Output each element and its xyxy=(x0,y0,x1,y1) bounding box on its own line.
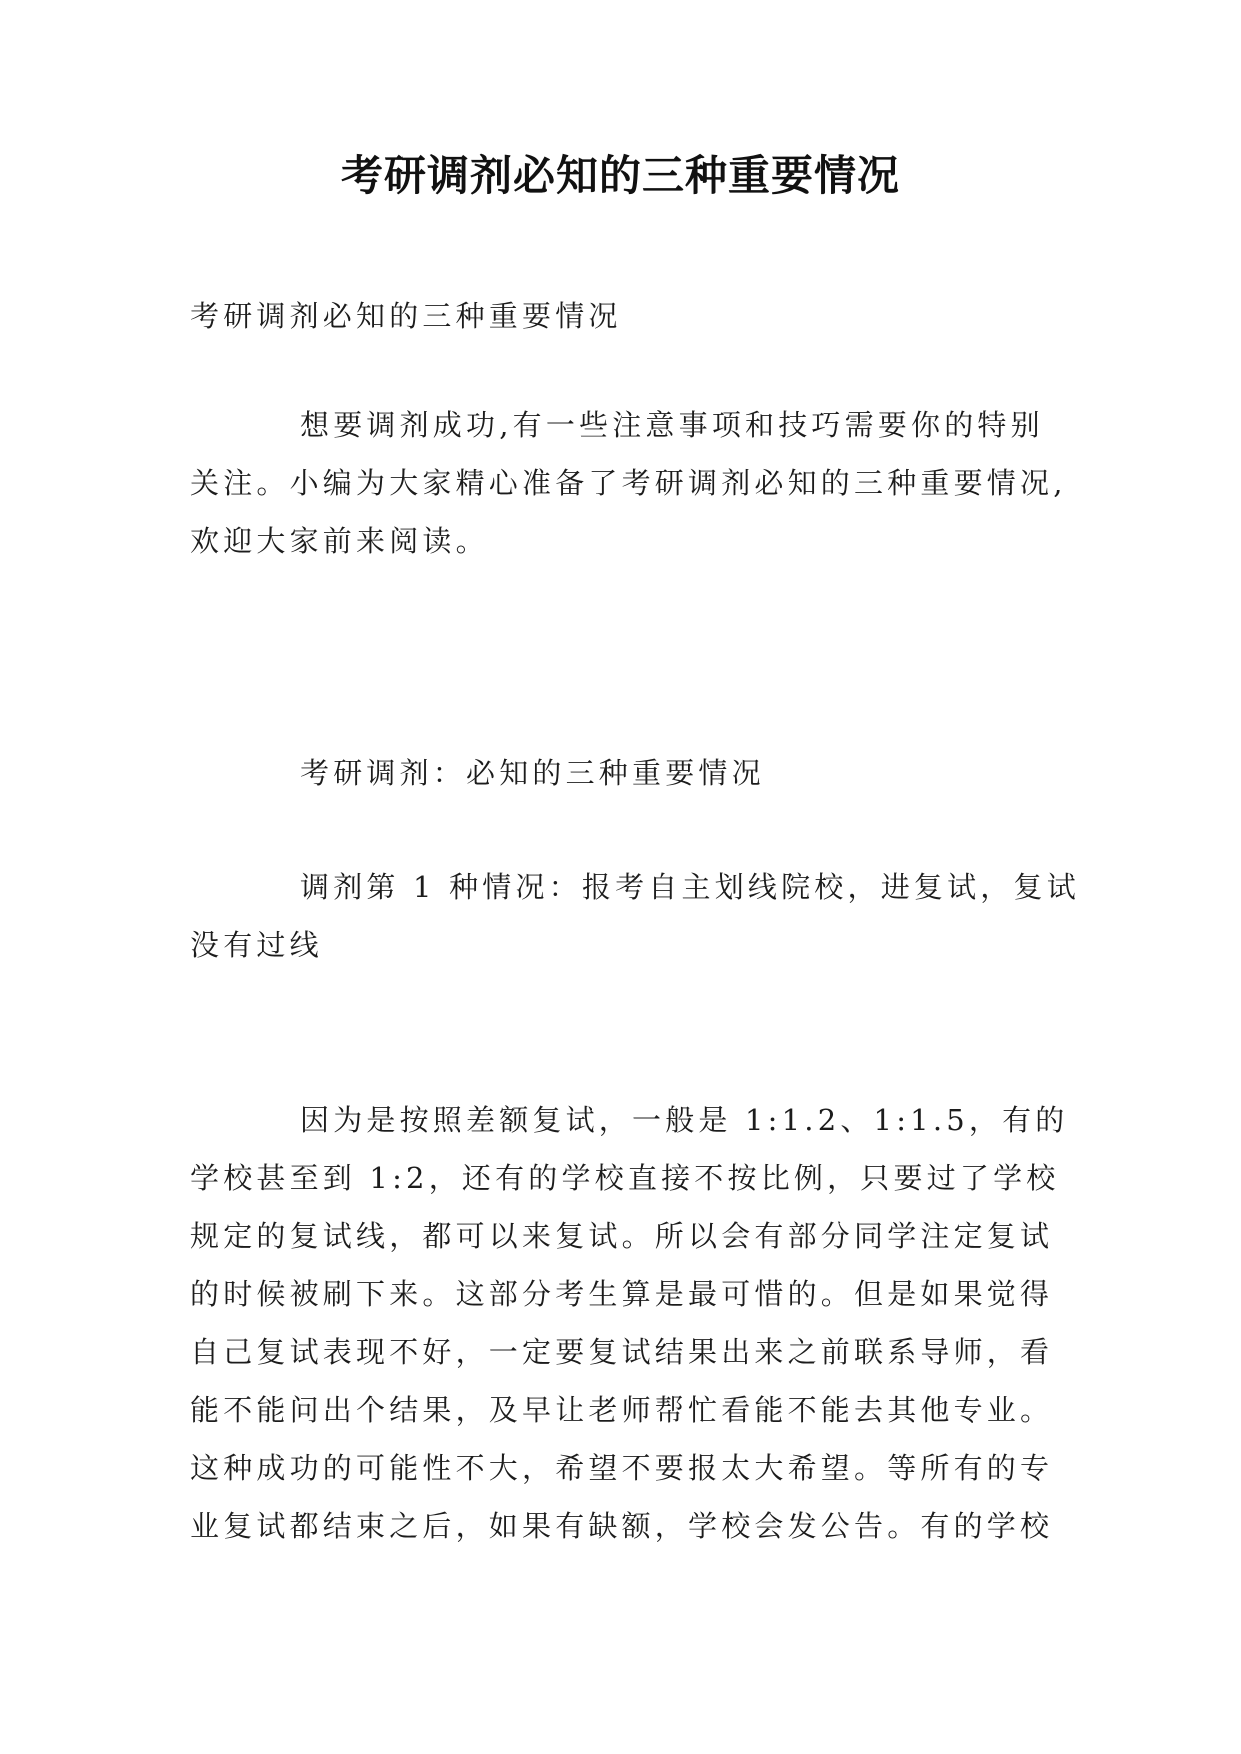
body-line: 因为是按照差额复试，一般是 1:1.2、1:1.5，有的 xyxy=(300,1103,1069,1137)
case-heading-line: 没有过线 xyxy=(190,928,323,962)
intro-line: 想要调剂成功,有一些注意事项和技巧需要你的特别 xyxy=(300,408,1044,442)
body-line: 规定的复试线，都可以来复试。所以会有部分同学注定复试 xyxy=(190,1219,1054,1253)
section-heading: 考研调剂：必知的三种重要情况 xyxy=(300,756,765,790)
body-line: 自己复试表现不好，一定要复试结果出来之前联系导师，看 xyxy=(190,1335,1054,1369)
body-line: 这种成功的可能性不大，希望不要报太大希望。等所有的专 xyxy=(190,1451,1054,1485)
intro-line: 关注。小编为大家精心准备了考研调剂必知的三种重要情况, xyxy=(190,466,1067,500)
case-heading-line: 调剂第 1 种情况：报考自主划线院校，进复试，复试 xyxy=(300,870,1080,904)
body-line: 的时候被刷下来。这部分考生算是最可惜的。但是如果觉得 xyxy=(190,1277,1054,1311)
body-line: 业复试都结束之后，如果有缺额，学校会发公告。有的学校 xyxy=(190,1509,1054,1543)
body-line: 能不能问出个结果，及早让老师帮忙看能不能去其他专业。 xyxy=(190,1393,1054,1427)
body-line: 学校甚至到 1:2，还有的学校直接不按比例，只要过了学校 xyxy=(190,1161,1060,1195)
document-title: 考研调剂必知的三种重要情况 xyxy=(340,151,900,200)
intro-line: 欢迎大家前来阅读。 xyxy=(190,524,489,558)
document-subtitle: 考研调剂必知的三种重要情况 xyxy=(190,299,622,333)
